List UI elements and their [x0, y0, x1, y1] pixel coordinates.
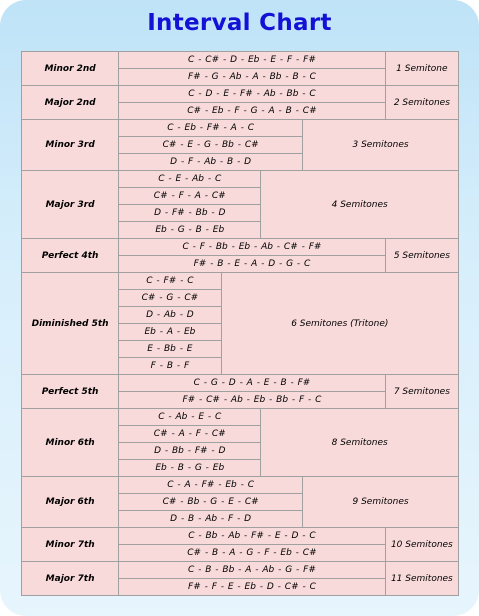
note-sequence: C - Ab - E - C [119, 409, 261, 426]
interval-table [21, 51, 459, 596]
note-sequence: C - F# - C [119, 273, 221, 290]
interval-name: Diminished 5th [22, 273, 119, 375]
note-sequence: F - B - F [119, 358, 221, 375]
note-sequence: D - F# - Bb - D [119, 205, 261, 222]
interval-row [22, 86, 459, 103]
interval-name: Perfect 5th [22, 375, 119, 409]
note-sequence: D - F - Ab - B - D [119, 154, 303, 171]
semitone-count: 9 Semitones [303, 477, 459, 528]
note-sequence: F# - C# - Ab - Eb - Bb - F - C [119, 392, 386, 409]
note-sequence: C - E - Ab - C [119, 171, 261, 188]
note-sequence: C - C# - D - Eb - E - F - F# [119, 52, 386, 69]
note-sequence: C - Eb - F# - A - C [119, 120, 303, 137]
semitone-count: 2 Semitones [385, 86, 458, 120]
note-sequence: D - B - Ab - F - D [119, 511, 303, 528]
semitone-count: 3 Semitones [303, 120, 459, 171]
note-sequence: Eb - G - B - Eb [119, 222, 261, 239]
note-sequence: D - Bb - F# - D [119, 443, 261, 460]
interval-name: Minor 2nd [22, 52, 119, 86]
note-sequence: C# - Eb - F - G - A - B - C# [119, 103, 386, 120]
note-sequence: C# - E - G - Bb - C# [119, 137, 303, 154]
interval-name: Perfect 4th [22, 239, 119, 273]
interval-name: Minor 3rd [22, 120, 119, 171]
note-sequence: C - A - F# - Eb - C [119, 477, 303, 494]
note-sequence: Eb - B - G - Eb [119, 460, 261, 477]
interval-row [22, 171, 459, 188]
note-sequence: F# - G - Ab - A - Bb - B - C [119, 69, 386, 86]
note-sequence: F# - F - E - Eb - D - C# - C [119, 579, 386, 596]
interval-row [22, 239, 459, 256]
interval-row [22, 409, 459, 426]
note-sequence: Eb - A - Eb [119, 324, 221, 341]
interval-row [22, 375, 459, 392]
note-sequence: C# - F - A - C# [119, 188, 261, 205]
note-sequence: C - Bb - Ab - F# - E - D - C [119, 528, 386, 545]
semitone-count: 4 Semitones [261, 171, 459, 239]
interval-name: Minor 6th [22, 409, 119, 477]
note-sequence: C# - A - F - C# [119, 426, 261, 443]
semitone-count: 5 Semitones [385, 239, 458, 273]
interval-row [22, 120, 459, 137]
interval-name: Minor 7th [22, 528, 119, 562]
semitone-count: 11 Semitones [385, 562, 458, 596]
note-sequence: C - D - E - F# - Ab - Bb - C [119, 86, 386, 103]
interval-row [22, 52, 459, 69]
note-sequence: C# - G - C# [119, 290, 221, 307]
note-sequence: C - F - Bb - Eb - Ab - C# - F# [119, 239, 386, 256]
interval-row [22, 477, 459, 494]
page-title: Interval Chart [147, 10, 332, 36]
note-sequence: C# - Bb - G - E - C# [119, 494, 303, 511]
semitone-count: 7 Semitones [385, 375, 458, 409]
interval-name: Major 3rd [22, 171, 119, 239]
note-sequence: E - Bb - E [119, 341, 221, 358]
interval-row [22, 528, 459, 545]
note-sequence: C - B - Bb - A - Ab - G - F# [119, 562, 386, 579]
interval-row [22, 273, 459, 290]
semitone-count: 8 Semitones [261, 409, 459, 477]
note-sequence: C - G - D - A - E - B - F# [119, 375, 386, 392]
note-sequence: D - Ab - D [119, 307, 221, 324]
note-sequence: C# - B - A - G - F - Eb - C# [119, 545, 386, 562]
interval-name: Major 7th [22, 562, 119, 596]
interval-row [22, 562, 459, 579]
interval-name: Major 6th [22, 477, 119, 528]
semitone-count: 10 Semitones [385, 528, 458, 562]
interval-name: Major 2nd [22, 86, 119, 120]
note-sequence: F# - B - E - A - D - G - C [119, 256, 386, 273]
semitone-count: 1 Semitone [385, 52, 458, 86]
semitone-count: 6 Semitones (Tritone) [221, 273, 458, 375]
